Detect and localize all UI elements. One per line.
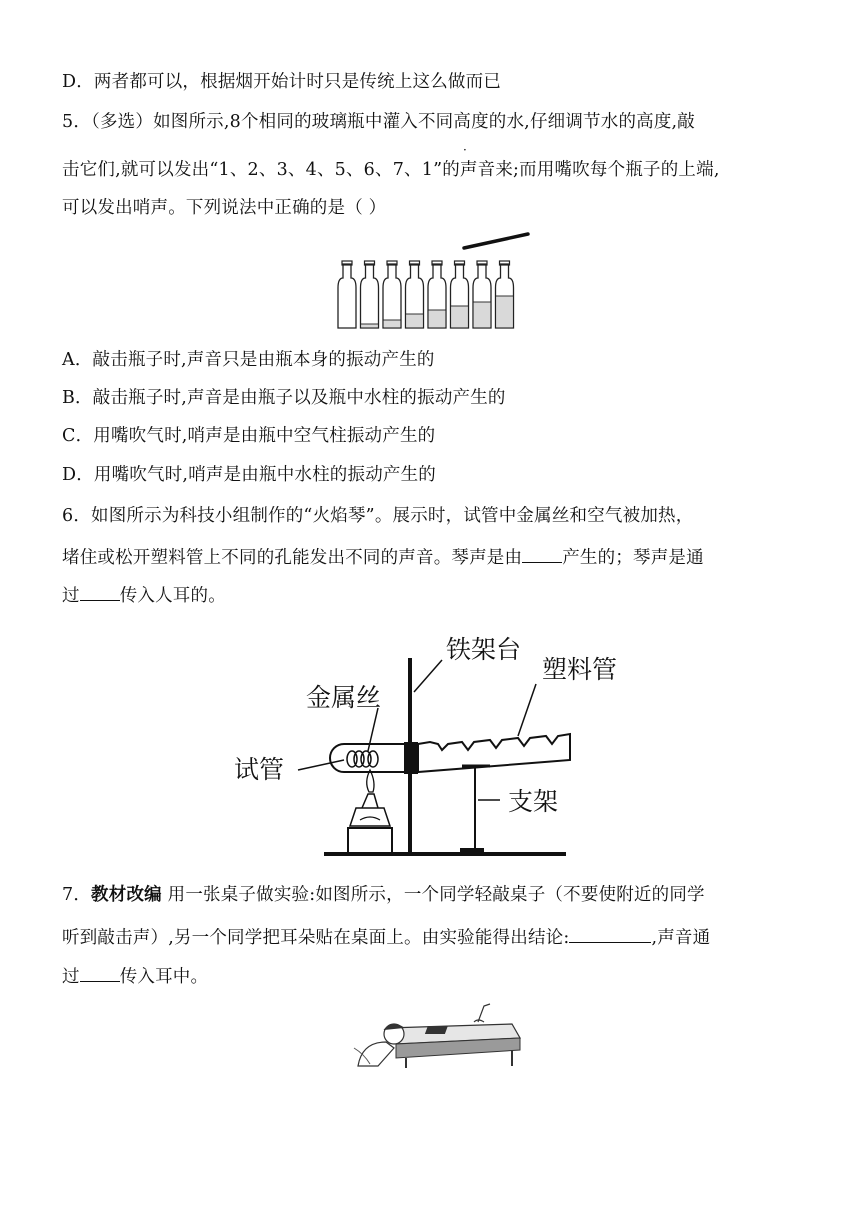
- desk-experiment-figure: [348, 998, 524, 1070]
- q7-stem-line2: [62, 924, 710, 950]
- q5-stem-line1: 5．（多选）如图所示,8个相同的玻璃瓶中灌入不同高度的水,仔细调节水的高度,敲: [62, 112, 696, 132]
- flame-qin-figure: [228, 620, 648, 860]
- support-foot: [460, 848, 484, 854]
- bottle-water: [452, 306, 468, 327]
- q6-blank-2[interactable]: [80, 582, 120, 601]
- flame-icon: [367, 770, 374, 792]
- clamp: [404, 742, 418, 774]
- bottle-outline: [361, 264, 379, 328]
- label-plastic-tube: 塑料管: [542, 655, 618, 684]
- q7-tag: 教材改编: [91, 885, 162, 905]
- bottle-2: [361, 261, 379, 328]
- q4-option-d: D．两者都可以，根据烟开始计时只是传统上这么做而已: [62, 72, 502, 92]
- bottle-water: [429, 310, 445, 327]
- striking-stick: [464, 234, 528, 248]
- bottle-water: [497, 296, 513, 327]
- q6-blank-1[interactable]: [522, 544, 562, 563]
- student-body: [358, 1042, 394, 1066]
- book-icon: [425, 1026, 448, 1034]
- test-tube-leader: [298, 760, 344, 770]
- label-test-tube: 试管: [234, 755, 285, 784]
- label-support: 支架: [508, 787, 559, 816]
- label-metal-wire: 金属丝: [306, 683, 382, 712]
- bottle-4: [406, 261, 424, 328]
- q7-stem-line3: [62, 963, 208, 989]
- bottles-figure: [330, 228, 540, 334]
- stand-leader: [414, 660, 442, 692]
- plastic-tube-leader: [518, 684, 536, 736]
- q5-option-b: B．敲击瓶子时,声音是由瓶子以及瓶中水柱的振动产生的: [62, 388, 506, 408]
- bottle-3: [383, 261, 401, 328]
- student-arm: [354, 1048, 370, 1064]
- q6-line2-text-b: 产生的；琴声是通: [562, 548, 704, 568]
- lamp-liquid: [360, 817, 380, 820]
- q7-blank-1[interactable]: [569, 924, 651, 943]
- bottle-water: [407, 314, 423, 327]
- q7-line2-text-a: 听到敲击声）,另一个同学把耳朵贴在桌面上。由实验能得出结论:: [62, 928, 570, 948]
- bottle-row: [338, 261, 514, 328]
- q7-line2-text-b: ,声音通: [651, 928, 711, 948]
- bottle-5: [428, 261, 446, 328]
- label-iron-stand: 铁架台: [446, 635, 522, 664]
- q6-line3-text-a: 过: [62, 586, 80, 606]
- q6-line2-text-a: 堵住或松开塑料管上不同的孔能发出不同的声音。琴声是由: [62, 548, 523, 568]
- bottle-1: [338, 261, 356, 328]
- q7-number: 7．: [62, 885, 92, 905]
- bottle-8: [496, 261, 514, 328]
- lamp-neck: [362, 794, 378, 808]
- q5-option-a: A．敲击瓶子时,声音只是由瓶本身的振动产生的: [62, 350, 435, 370]
- q7-line1-text: 用一张桌子做实验:如图所示，一个同学轻敲桌子（不要使附近的同学: [161, 885, 705, 905]
- q6-line3-text-b: 传入人耳的。: [119, 586, 226, 606]
- metal-wire-coil: [347, 751, 378, 767]
- lamp-block: [348, 828, 392, 854]
- q6-stem-line2: [62, 544, 704, 570]
- q7-stem-line1: [62, 883, 705, 907]
- q7-line3-text-a: 过: [62, 967, 80, 987]
- q7-line3-text-b: 传入耳中。: [119, 967, 209, 987]
- bottle-outline: [338, 264, 356, 328]
- bottle-outline: [383, 264, 401, 328]
- q5-stem-line2: 击它们,就可以发出“1、2、3、4、5、6、7、1”的声音来;而用嘴吹每个瓶子的上端,: [62, 160, 720, 180]
- q6-stem-line1: 6．如图所示为科技小组制作的“火焰琴”。展示时，试管中金属丝和空气被加热，: [62, 506, 694, 526]
- q5-stem-line3: 可以发出哨声。下列说法中正确的是（ ）: [62, 198, 387, 218]
- q5-high-note-dot: ·: [463, 143, 467, 157]
- bottle-7: [473, 261, 491, 328]
- bottle-6: [451, 261, 469, 328]
- q7-blank-2[interactable]: [80, 963, 120, 982]
- plastic-tube: [418, 734, 570, 772]
- knocking-hand: [478, 1004, 490, 1022]
- q5-option-d: D．用嘴吹气时,哨声是由瓶中水柱的振动产生的: [62, 465, 436, 485]
- q6-stem-line3: [62, 582, 226, 608]
- q5-option-c: C．用嘴吹气时,哨声是由瓶中空气柱振动产生的: [62, 426, 436, 446]
- bottle-water: [384, 320, 400, 327]
- bottle-water: [474, 302, 490, 327]
